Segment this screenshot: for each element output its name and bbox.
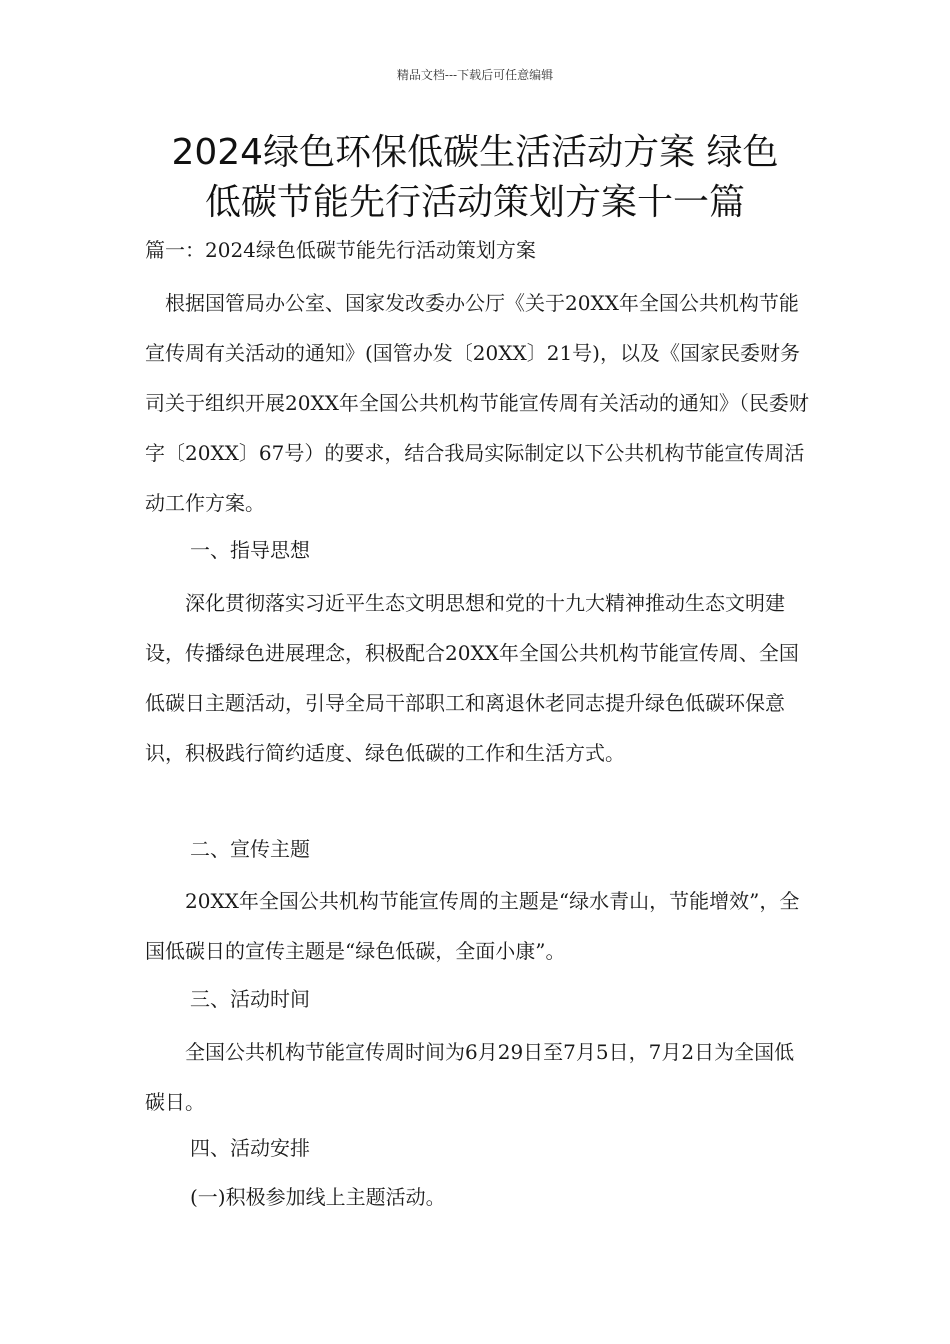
document-title-line-1: 2024绿色环保低碳生活活动方案 绿色 <box>171 132 779 173</box>
header-note: 精品文档---下载后可任意编辑 <box>396 68 554 82</box>
heading-publicity-theme: 二、宣传主题 <box>190 837 310 861</box>
heading-guiding-ideology: 一、指导思想 <box>190 538 310 562</box>
paragraph-activity-time: 全国公共机构节能宣传周时间为6月29日至7月5日，7月2日为全国低碳日。 <box>145 1040 795 1114</box>
section-label: 篇一：2024绿色低碳节能先行活动策划方案 <box>145 238 536 262</box>
paragraph-publicity-theme: 20XX年全国公共机构节能宣传周的主题是“绿水青山，节能增效”，全国低碳日的宣传主题是“绿色低碳，全面小康”。 <box>145 889 800 963</box>
document-title-line-2: 低碳节能先行活动策划方案十一篇 <box>204 182 745 223</box>
paragraph-guiding-ideology: 深化贯彻落实习近平生态文明思想和党的十九大精神推动生态文明建设，传播绿色进展理念，积极配合20XX年全国公共机构节能宣传周、全国低碳日主题活动，引导全局干部职工和离退休老同志提升绿色低碳环保意识，积极践行简约适度、绿色低碳的工作和生活方式。 <box>145 591 799 765</box>
document-title <box>100 128 850 228</box>
heading-activity-arrangement: 四、活动安排 <box>190 1136 310 1160</box>
heading-activity-time: 三、活动时间 <box>190 987 310 1011</box>
subheading-online-activities: (一)积极参加线上主题活动。 <box>190 1185 446 1209</box>
intro-paragraph: 根据国管局办公室、国家发改委办公厅《关于20XX年全国公共机构节能宣传周有关活动的通知》(国管办发〔20XX〕21号)，以及《国家民委财务司关于组织开展20XX年全国公共机构节能宣传周有关活动的通知》（民委财字〔20XX〕67号）的要求，结合我局实际制定以下公共机构节能宣传周活动工作方案。 <box>145 291 809 515</box>
